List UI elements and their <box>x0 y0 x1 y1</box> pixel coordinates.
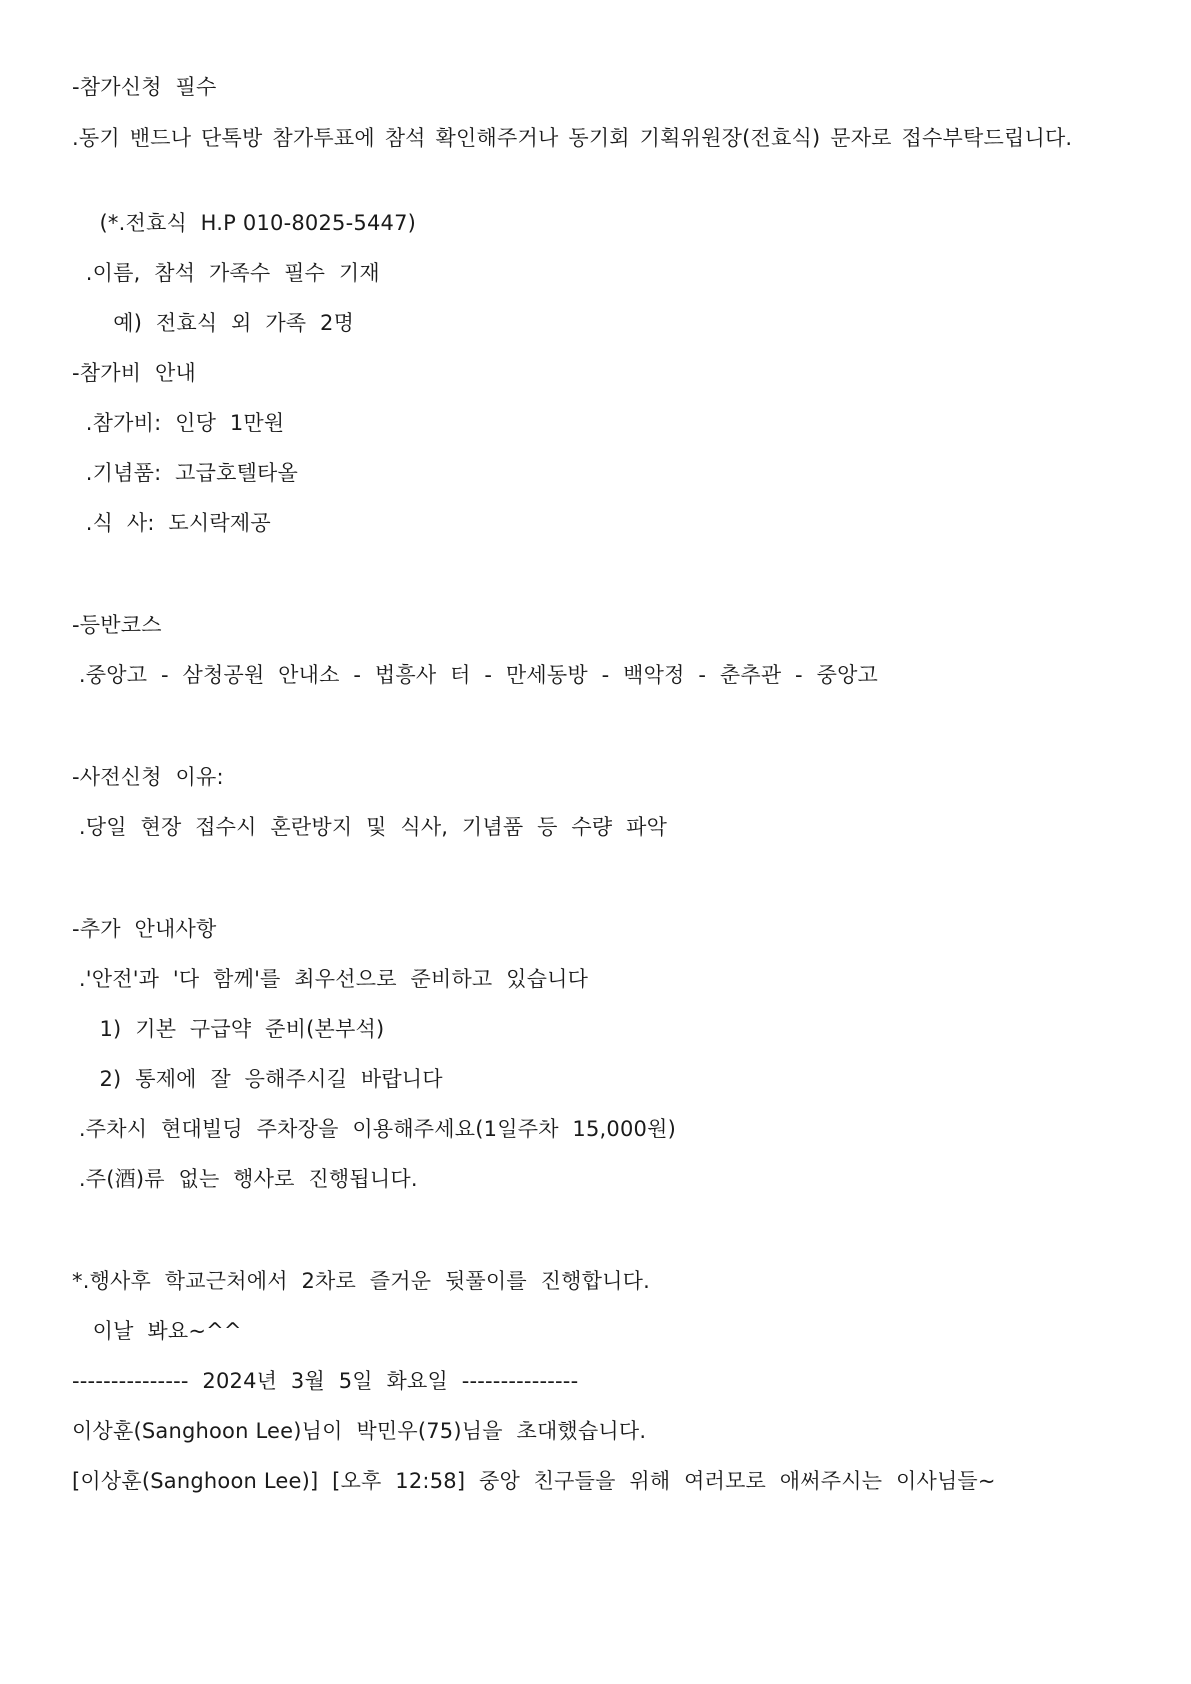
chat-message: [이상훈(Sanghoon Lee)] [오후 12:58] 중앙 친구들을 위해 여러모로 애써주시는 이사님들~ <box>72 1469 996 1493</box>
list-item-meal: .식 사: 도시락제공 <box>72 511 271 535</box>
list-item-first-aid: 1) 기본 구급약 준비(본부석) <box>72 1017 385 1041</box>
invite-message: 이상훈(Sanghoon Lee)님이 박민우(75)님을 초대했습니다. <box>72 1419 647 1443</box>
section-heading-course: -등반코스 <box>72 613 162 637</box>
list-item-control: 2) 통제에 잘 응해주시길 바랍니다 <box>72 1067 443 1091</box>
course-route: .중앙고 - 삼청공원 안내소 - 법흥사 터 - 만세동방 - 백악정 - 춘추관 - 중앙고 <box>72 663 879 687</box>
paragraph-registration-method: .동기 밴드나 단톡방 참가투표에 참석 확인해주거나 동기회 기획위원장(전효식) 문자로 접수부탁드립니다. <box>72 126 1073 150</box>
reason-text: .당일 현장 접수시 혼란방지 및 식사, 기념품 등 수량 파악 <box>72 815 668 839</box>
section-heading-registration: -참가신청 필수 <box>72 75 217 99</box>
list-item-name-family: .이름, 참석 가족수 필수 기재 <box>72 261 380 285</box>
list-item-souvenir: .기념품: 고급호텔타올 <box>72 461 299 485</box>
example-line: 예) 전효식 외 가족 2명 <box>72 311 355 335</box>
section-heading-additional: -추가 안내사항 <box>72 917 217 941</box>
after-party-note: *.행사후 학교근처에서 2차로 즐거운 뒷풀이를 진행합니다. <box>72 1269 650 1293</box>
list-item-no-alcohol: .주(酒)류 없는 행사로 진행됩니다. <box>72 1167 418 1191</box>
date-separator: --------------- 2024년 3월 5일 화요일 --------------- <box>72 1369 579 1393</box>
section-heading-fee: -참가비 안내 <box>72 361 196 385</box>
list-item-safety: .'안전'과 '다 함께'를 최우선으로 준비하고 있습니다 <box>72 967 589 991</box>
contact-phone: (*.전효식 H.P 010-8025-5447) <box>72 211 417 235</box>
list-item-parking: .주차시 현대빌딩 주차장을 이용해주세요(1일주차 15,000원) <box>72 1117 676 1141</box>
list-item-fee: .참가비: 인당 1만원 <box>72 411 285 435</box>
closing-greeting: 이날 봐요~^^ <box>72 1319 242 1343</box>
section-heading-reason: -사전신청 이유: <box>72 765 224 789</box>
